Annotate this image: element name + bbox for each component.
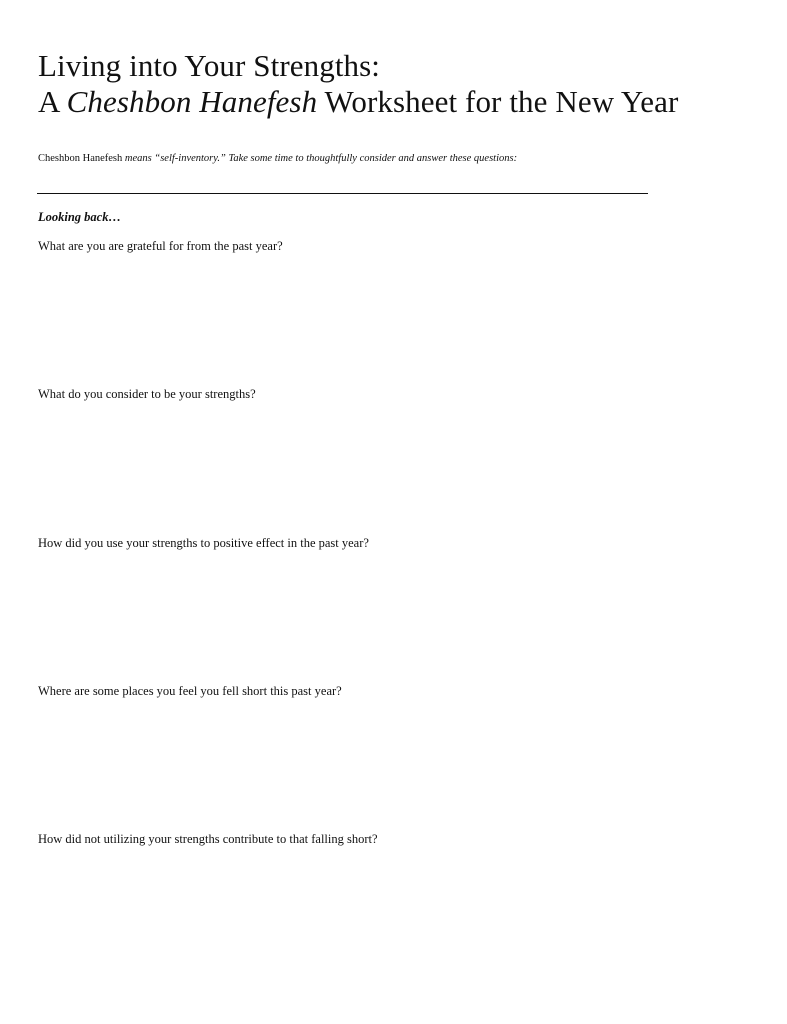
title-italic-term: Cheshbon Hanefesh: [66, 84, 318, 119]
title-line-2: [38, 84, 678, 120]
section-heading-looking-back: Looking back…: [38, 210, 121, 224]
answer-space-strengths[interactable]: [38, 406, 648, 526]
intro-paragraph: [38, 152, 517, 166]
answer-space-fell-short[interactable]: [38, 703, 648, 823]
question-grateful: What are you are grateful for from the past year?: [38, 239, 283, 253]
question-positive-effect: How did you use your strengths to positive effect in the past year?: [38, 536, 369, 550]
answer-space-positive-effect[interactable]: [38, 555, 648, 675]
title-prefix: A: [38, 84, 67, 119]
answer-space-grateful[interactable]: [38, 258, 648, 378]
intro-term: Cheshbon Hanefesh: [38, 153, 123, 164]
divider-rule: [37, 193, 648, 194]
title-line-1: [38, 48, 380, 84]
answer-space-not-utilizing[interactable]: [38, 851, 648, 1001]
question-fell-short: Where are some places you feel you fell short this past year?: [38, 684, 342, 698]
title-suffix: Worksheet for the New Year: [317, 84, 679, 119]
question-strengths: What do you consider to be your strengths?: [38, 387, 256, 401]
title-text: Living into Your Strengths:: [38, 48, 381, 83]
intro-text: means “self-inventory.” Take some time to thoughtfully consider and answer these questions:: [122, 153, 518, 164]
question-not-utilizing: How did not utilizing your strengths contribute to that falling short?: [38, 832, 378, 846]
